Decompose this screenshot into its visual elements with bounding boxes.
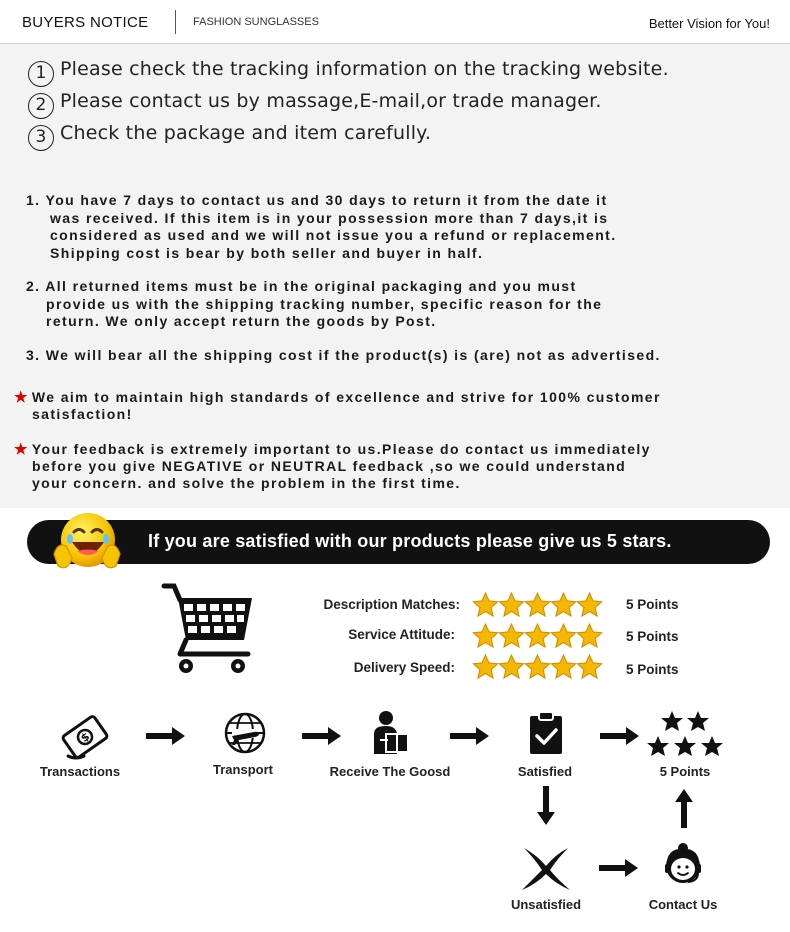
shopping-cart-icon: [160, 580, 260, 680]
aim-line: satisfaction!: [32, 406, 133, 422]
red-star-icon: ★: [14, 389, 29, 406]
header-divider: [175, 10, 176, 34]
arrow-right-icon: [302, 726, 342, 746]
gold-star-icon: [472, 592, 499, 619]
buyers-notice-title: BUYERS NOTICE: [22, 14, 149, 31]
gold-star-icon: [498, 623, 525, 650]
flow-label-receive: Receive The Goosd: [329, 764, 451, 779]
gold-star-icon: [576, 592, 603, 619]
gold-star-icon: [472, 654, 499, 681]
flow-label-five-points: 5 Points: [659, 764, 711, 779]
gold-star-icon: [498, 592, 525, 619]
gold-star-icon: [550, 654, 577, 681]
rating-points-description: 5 Points: [626, 597, 679, 612]
step-3: [28, 122, 431, 151]
step-1: [28, 58, 669, 87]
flow-label-satisfied: Satisfied: [517, 764, 573, 779]
step-number: 1: [28, 61, 54, 87]
arrow-right-icon: [146, 726, 186, 746]
aim-line: your concern. and solve the problem in the first time.: [32, 475, 461, 491]
gold-star-icon: [524, 592, 551, 619]
gold-star-icon: [550, 592, 577, 619]
cross-icon: [520, 846, 572, 892]
gold-star-icon: [472, 623, 499, 650]
arrow-right-icon: [600, 726, 640, 746]
rating-points-delivery: 5 Points: [626, 662, 679, 677]
rating-stars-description: [472, 592, 602, 619]
flow-label-unsatisfied: Unsatisfied: [510, 897, 582, 912]
rule-line: considered as used and we will not issue you a refund or replacement.: [50, 227, 617, 243]
five-stars-icon: [646, 710, 724, 758]
flow-label-transport: Transport: [213, 762, 273, 777]
aim-line: We aim to maintain high standards of excellence and strive for 100% customer: [31, 389, 661, 405]
aim-excellence: [14, 389, 661, 423]
rating-points-service: 5 Points: [626, 629, 679, 644]
rule-line: was received. If this item is in your possession more than 7 days,it is: [50, 209, 609, 226]
step-text: Please contact us by massage,E-mail,or trade manager.: [60, 90, 602, 112]
rating-label-service: Service Attitude:: [348, 627, 455, 642]
red-star-icon: ★: [14, 441, 29, 458]
header-subtitle: FASHION SUNGLASSES: [193, 16, 319, 28]
step-text: Check the package and item carefully.: [60, 122, 432, 144]
rule-line: 1. You have 7 days to contact us and 30 days to return it from the date it: [26, 192, 608, 208]
aim-line: Your feedback is extremely important to us.Please do contact us immediately: [31, 441, 651, 457]
flow-label-contact: Contact Us: [648, 897, 718, 912]
globe-plane-icon: [222, 710, 268, 756]
step-number: 3: [28, 125, 54, 151]
svg-text:$: $: [78, 729, 93, 745]
rule-line: 2. All returned items must be in the original packaging and you must: [26, 278, 577, 294]
customer-service-icon: [662, 842, 704, 888]
rule-2: [26, 278, 602, 331]
step-text: Please check the tracking information on the tracking website.: [60, 58, 669, 80]
money-bill-icon: [60, 712, 110, 762]
arrow-down-icon: [536, 786, 556, 826]
delivery-person-icon: [368, 710, 414, 756]
rating-stars-service: [472, 623, 602, 650]
aim-line: before you give NEGATIVE or NEUTRAL feedback ,so we could understand: [32, 458, 627, 474]
step-number: 2: [28, 93, 54, 119]
rating-label-description: Description Matches:: [323, 597, 460, 612]
step-2: [28, 90, 602, 119]
header-tagline: Better Vision for You!: [648, 16, 770, 31]
flow-label-transactions: Transactions: [39, 764, 121, 779]
header-bar: [0, 0, 790, 44]
rule-line: 3. We will bear all the shipping cost if the product(s) is (are) not as advertised.: [26, 347, 661, 363]
aim-feedback: [14, 441, 651, 492]
rule-line: return. We only accept return the goods by Post.: [46, 313, 437, 329]
rating-label-delivery: Delivery Speed:: [353, 660, 455, 675]
banner-text: If you are satisfied with our products please give us 5 stars.: [148, 531, 672, 551]
rule-1: [26, 192, 617, 262]
rule-line: provide us with the shipping tracking number, specific reason for the: [46, 295, 603, 312]
gold-star-icon: [524, 654, 551, 681]
gold-star-icon: [576, 654, 603, 681]
arrow-up-icon: [674, 788, 694, 828]
laughing-smiley-icon: [50, 508, 124, 580]
gold-star-icon: [576, 623, 603, 650]
rule-line: Shipping cost is bear by both seller and buyer in half.: [50, 244, 484, 261]
arrow-right-icon: [450, 726, 490, 746]
gold-star-icon: [498, 654, 525, 681]
rating-stars-delivery: [472, 654, 602, 681]
gold-star-icon: [524, 623, 551, 650]
gold-star-icon: [550, 623, 577, 650]
rule-3: [26, 347, 661, 365]
clipboard-check-icon: [526, 710, 566, 756]
arrow-right-icon: [598, 858, 640, 878]
